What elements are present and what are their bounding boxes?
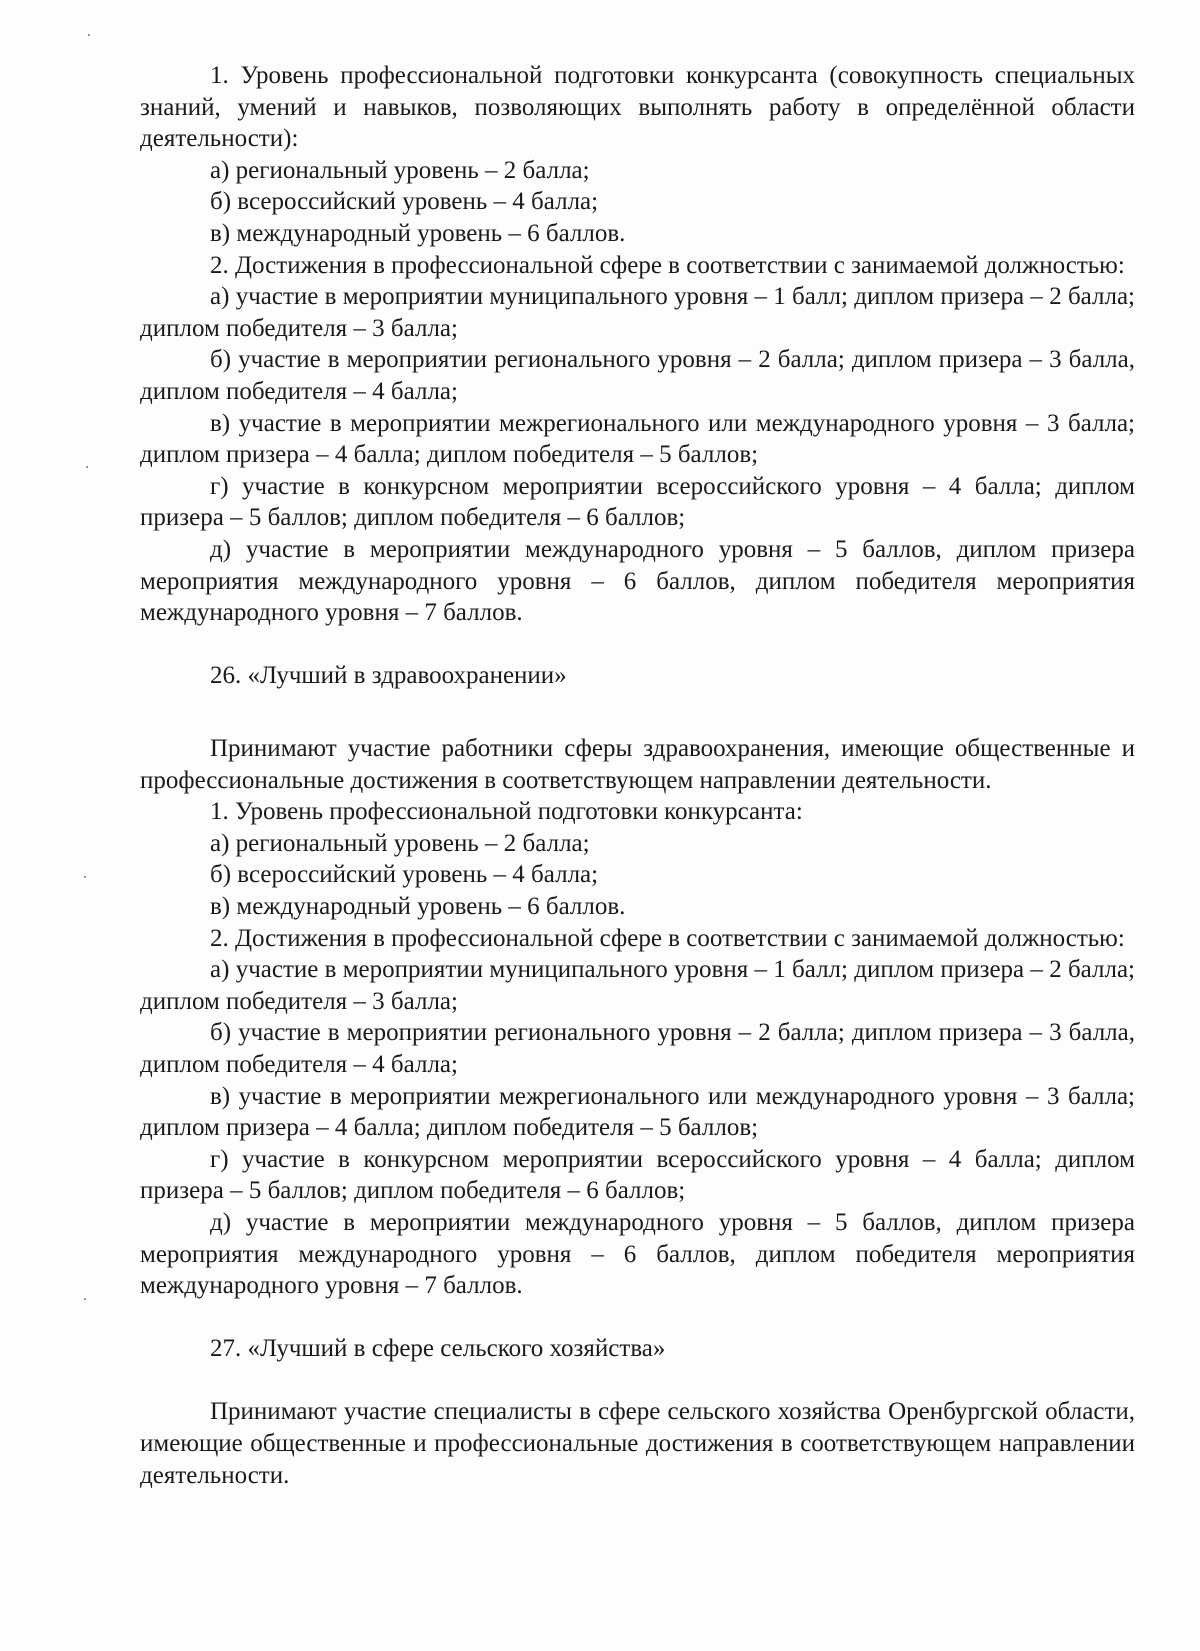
criterion-subitem: д) участие в мероприятии международного уровня – 5 баллов, диплом призера мероприятия международного уровня – 6 баллов, диплом победителя мероприятия международного уровня – 7 баллов. <box>140 1208 1135 1300</box>
criterion-paragraph: 1. Уровень профессиональной подготовки конкурсанта: <box>210 798 803 826</box>
spacer <box>140 1302 1135 1334</box>
criterion-subitem: г) участие в конкурсном мероприятии всероссийского уровня – 4 балла; диплом призера – 5 баллов; диплом победителя – 6 баллов; <box>140 1145 1135 1205</box>
criterion-subitem: а) региональный уровень – 2 балла; <box>210 829 590 857</box>
spacer <box>140 1365 1135 1397</box>
section-27-intro: Принимают участие специалисты в сфере сельского хозяйства Оренбургской области, имеющие общественные и профессиональные достижения в соответствующем направлении деятельности. <box>140 1398 1135 1489</box>
spacer <box>140 692 1135 724</box>
criterion-subitem: в) международный уровень – 6 баллов. <box>210 219 626 247</box>
section-27-title: 27. «Лучший в сфере сельского хозяйства» <box>210 1335 666 1363</box>
criterion-paragraph: 1. Уровень профессиональной подготовки конкурсанта (совокупность специальных знаний, умений и навыков, позволяющих выполнять работу в определённой области деятельности): <box>140 62 1135 153</box>
criterion-paragraph: 2. Достижения в профессиональной сфере в соответствии с занимаемой должностью: <box>210 251 1125 279</box>
scan-speck <box>86 466 88 468</box>
scan-speck <box>84 1298 86 1300</box>
scan-speck <box>88 34 90 36</box>
criterion-subitem: д) участие в мероприятии международного уровня – 5 баллов, диплом призера мероприятия международного уровня – 6 баллов, диплом победителя мероприятия международного уровня – 7 баллов. <box>140 535 1135 627</box>
scan-speck <box>84 876 86 878</box>
spacer <box>140 629 1135 661</box>
criterion-subitem: г) участие в конкурсном мероприятии всероссийского уровня – 4 балла; диплом призера – 5 баллов; диплом победителя – 6 баллов; <box>140 472 1135 532</box>
section-26-intro: Принимают участие работники сферы здравоохранения, имеющие общественные и профессиональные достижения в соответствующем направлении деятельности. <box>140 735 1135 794</box>
criterion-subitem: в) участие в мероприятии межрегионального или международного уровня – 3 балла; диплом призера – 4 балла; диплом победителя – 5 баллов; <box>140 409 1135 469</box>
criterion-subitem: а) региональный уровень – 2 балла; <box>210 156 590 184</box>
section-26-title: 26. «Лучший в здравоохранении» <box>210 662 567 690</box>
criterion-subitem: б) участие в мероприятии регионального уровня – 2 балла; диплом призера – 3 балла, диплом победителя – 4 балла; <box>140 1019 1135 1078</box>
criterion-subitem: а) участие в мероприятии муниципального уровня – 1 балл; диплом призера – 2 балла; диплом победителя – 3 балла; <box>140 956 1135 1015</box>
criterion-subitem: в) международный уровень – 6 баллов. <box>210 892 626 920</box>
criterion-subitem: в) участие в мероприятии межрегионального или международного уровня – 3 балла; диплом призера – 4 балла; диплом победителя – 5 баллов; <box>140 1082 1135 1142</box>
section-26-body <box>140 733 1135 1491</box>
criterion-subitem: б) всероссийский уровень – 4 балла; <box>210 861 599 889</box>
criterion-subitem: б) всероссийский уровень – 4 балла; <box>210 188 599 216</box>
criterion-subitem: б) участие в мероприятии регионального уровня – 2 балла; диплом призера – 3 балла, диплом победителя – 4 балла; <box>140 346 1135 405</box>
criterion-paragraph: 2. Достижения в профессиональной сфере в соответствии с занимаемой должностью: <box>210 924 1125 952</box>
criterion-subitem: а) участие в мероприятии муниципального уровня – 1 балл; диплом призера – 2 балла; диплом победителя – 3 балла; <box>140 283 1135 342</box>
previous-section-criteria <box>140 60 1135 723</box>
